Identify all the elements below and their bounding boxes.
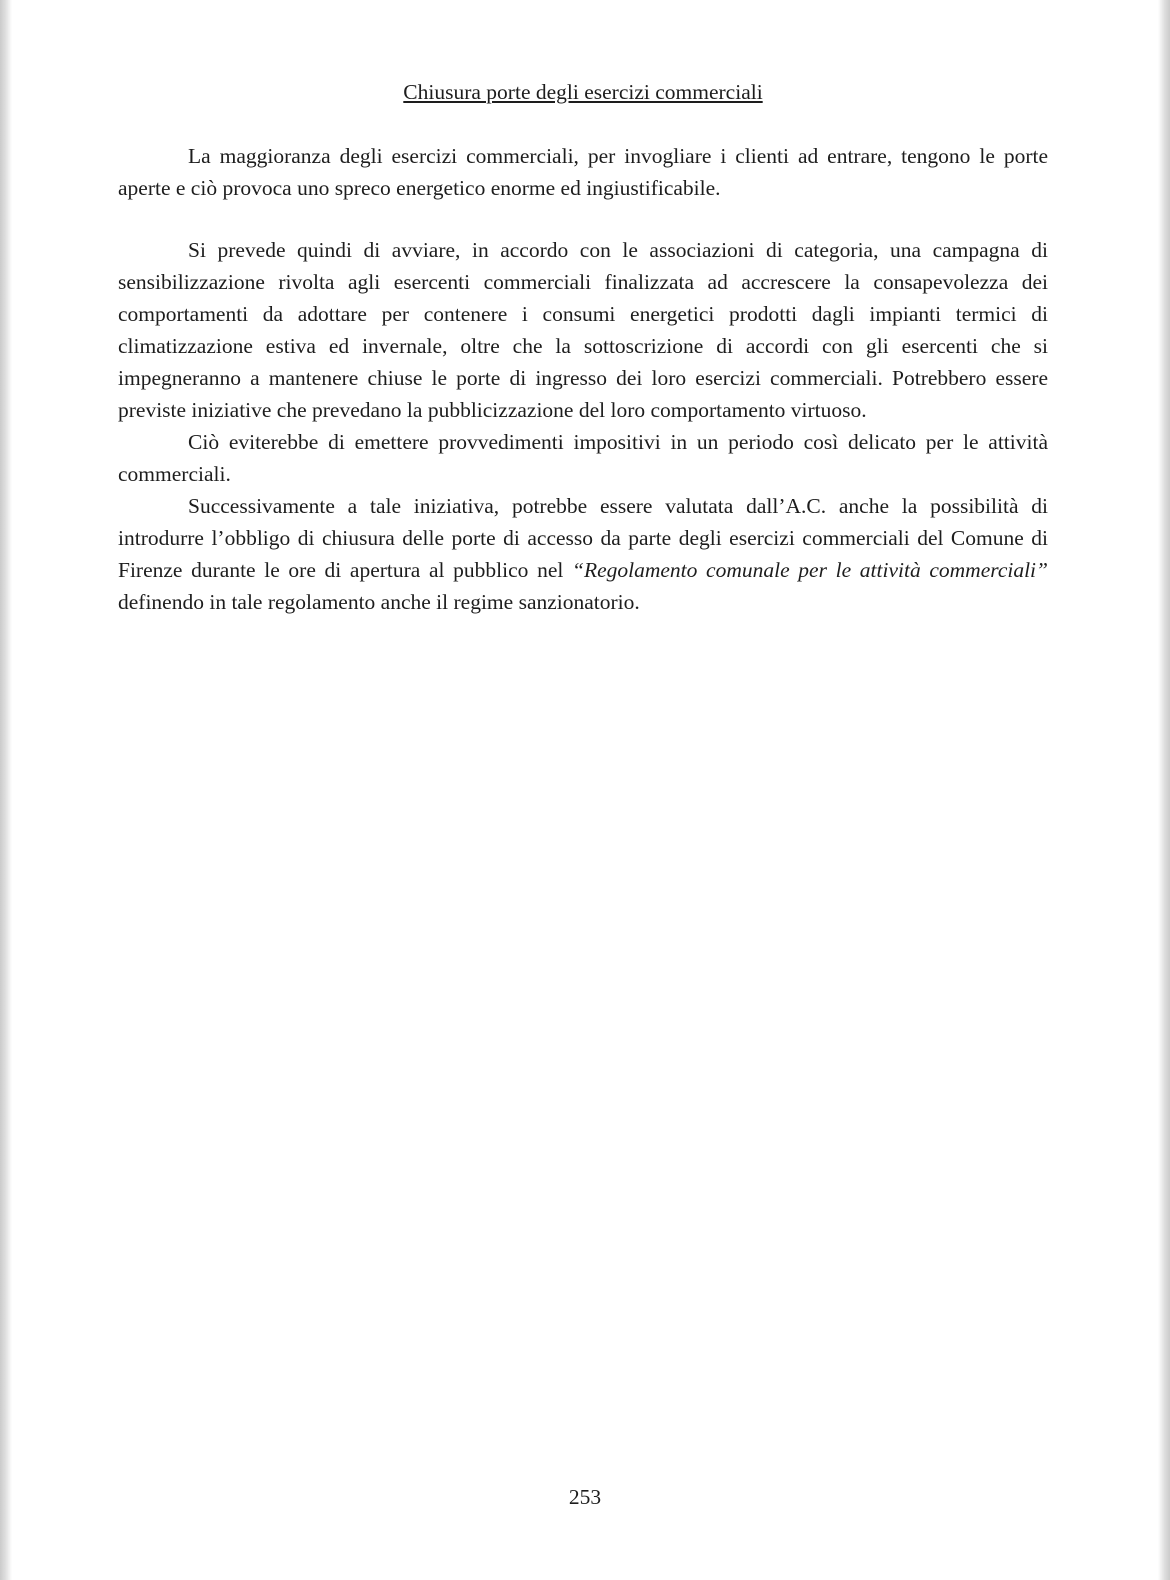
paragraph-regolamento-tail: definendo in tale regolamento anche il regime sanzionatorio. xyxy=(118,590,640,614)
document-content xyxy=(118,76,1048,618)
paragraph-regolamento-lead: Successivamente a tale iniziativa, potrebbe essere valutata dall’A.C. anche la possibilità di introdurre l’obbligo di chiusura delle porte di accesso da parte degli esercizi commerciali del Comune di Firenze durante le ore di apertura al pubblico nel xyxy=(118,494,1048,582)
paragraph-campagna: Si prevede quindi di avviare, in accordo con le associazioni di categoria, una campagna di sensibilizzazione rivolta agli esercenti commerciali finalizzata ad accrescere la consapevolezza dei comportamenti da adottare per contenere i consumi energetici prodotti dagli impianti termici di climatizzazione estiva ed invernale, oltre che la sottoscrizione di accordi con gli esercenti che si impegneranno a mantenere chiuse le porte di ingresso dei loro esercizi commerciali. Potrebbero essere previste iniziative che prevedano la pubblicizzazione del loro comportamento virtuoso. xyxy=(118,238,1048,422)
paragraph-regolamento-italic-citation: “Regolamento comunale per le attività commerciali” xyxy=(572,558,1048,582)
document-title: Chiusura porte degli esercizi commerciali xyxy=(403,80,763,104)
page-number: 253 xyxy=(568,1485,602,1509)
scan-edge-left xyxy=(0,0,12,1580)
paragraph-provvedimenti: Ciò eviterebbe di emettere provvedimenti impositivi in un periodo così delicato per le attività commerciali. xyxy=(118,430,1048,486)
scan-edge-right xyxy=(1158,0,1170,1580)
paragraph-intro: La maggioranza degli esercizi commerciali, per invogliare i clienti ad entrare, tengono le porte aperte e ciò provoca uno spreco energetico enorme ed ingiustificabile. xyxy=(118,144,1048,200)
paragraph-regolamento xyxy=(118,490,1048,618)
